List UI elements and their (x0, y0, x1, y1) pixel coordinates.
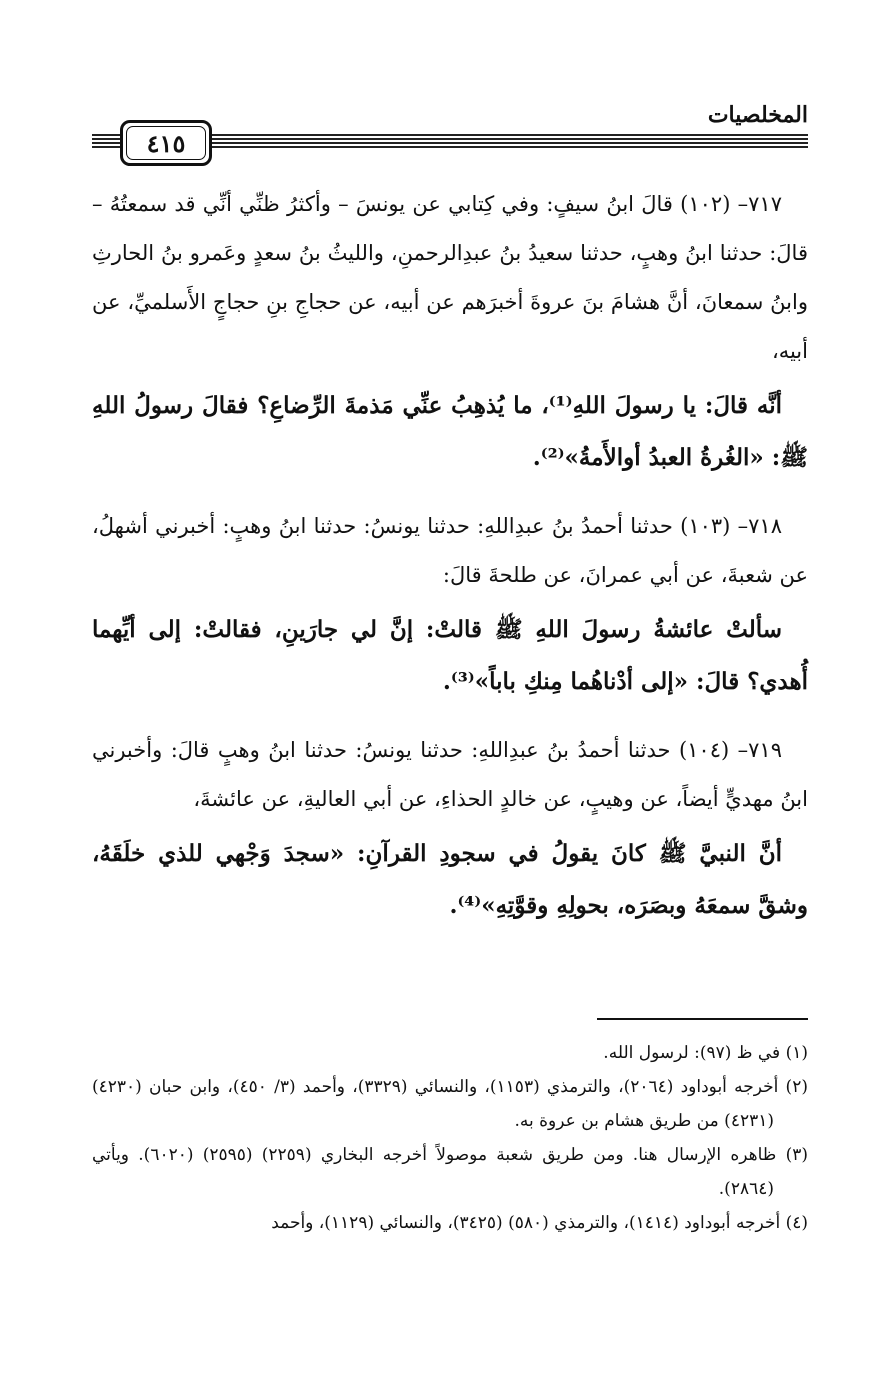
footnote-1: (١) في ظ (٩٧): لرسول الله. (603, 1043, 808, 1063)
page-header (92, 96, 808, 166)
page-number (120, 120, 212, 166)
hadith-718-text: سألتْ عائشةُ رسولَ اللهِ ﷺ قالتْ: إنَّ لي جارَينِ، فقالتْ: إلى أيِّهما أُهدي؟ قالَ: «إلى أدْناهُما مِنكِ باباً»⁽³⁾. (92, 616, 808, 695)
hadith-717-chain: ٧١٧– (١٠٢) قالَ ابنُ سيفٍ: وفي كِتابي عن يونسَ – وأكثرُ ظنِّي أنِّي قد سمعتُهُ – قالَ: حدثنا ابنُ وهبٍ، حدثنا سعيدُ بنُ عبدِالرحمنِ، والليثُ بنُ سعدٍ وعَمرو بنُ الحارثِ وابنُ سمعانَ، أنَّ هشامَ بنَ عروةَ أخبرَهم عن أبيه، عن حجاجِ بنِ حجاجٍ الأَسلميِّ، عن أبيه، (92, 192, 808, 363)
footnote-4: (٤) أخرجه أبوداود (١٤١٤)، والترمذي (٥٨٠) (٣٤٢٥)، والنسائي (١١٢٩)، وأحمد (271, 1213, 808, 1233)
hadith-719-text: أنَّ النبيَّ ﷺ كانَ يقولُ في سجودِ القرآنِ: «سجدَ وَجْهي للذي خلَقَهُ، وشقَّ سمعَهُ وبصَرَه، بحولِهِ وقوَّتِهِ»⁽⁴⁾. (92, 840, 808, 919)
page-number-text: ٤١٥ (146, 128, 186, 158)
main-text (92, 180, 808, 950)
hadith-718-chain: ٧١٨– (١٠٣) حدثنا أحمدُ بنُ عبدِاللهِ: حدثنا يونسُ: حدثنا ابنُ وهبٍ: أخبرني أشهلُ، عن شعبةَ، عن أبي عمرانَ، عن طلحةَ قالَ: (92, 514, 808, 587)
footnote-3: (٣) ظاهره الإرسال هنا. ومن طريق شعبة موصولاً أخرجه البخاري (٢٢٥٩) (٢٥٩٥) (٦٠٢٠). ويأتي (٢٨٦٤). (92, 1145, 808, 1199)
hadith-719-chain: ٧١٩– (١٠٤) حدثنا أحمدُ بنُ عبدِاللهِ: حدثنا يونسُ: حدثنا ابنُ وهبٍ قالَ: وأخبرني ابنُ مهديٍّ أيضاً، عن وهيبٍ، عن خالدٍ الحذاءِ، عن أبي العاليةِ، عن عائشةَ، (92, 738, 808, 811)
footnote-2: (٢) أخرجه أبوداود (٢٠٦٤)، والترمذي (١١٥٣)، والنسائي (٣٣٢٩)، وأحمد (٣/ ٤٥٠)، وابن حبان (٤٢٣٠) (٤٢٣١) من طريق هشام بن عروة به. (92, 1077, 808, 1131)
hadith-717-text: أنَّه قالَ: يا رسولَ اللهِ⁽¹⁾، ما يُذهِبُ عنِّي مَذمةَ الرِّضاعِ؟ فقالَ رسولُ اللهِ ﷺ: «الغُرةُ العبدُ أوالأَمةُ»⁽²⁾. (92, 392, 808, 471)
running-title: المخلصيات (707, 102, 808, 128)
footnotes (92, 1036, 808, 1240)
footnote-separator (597, 1018, 808, 1020)
